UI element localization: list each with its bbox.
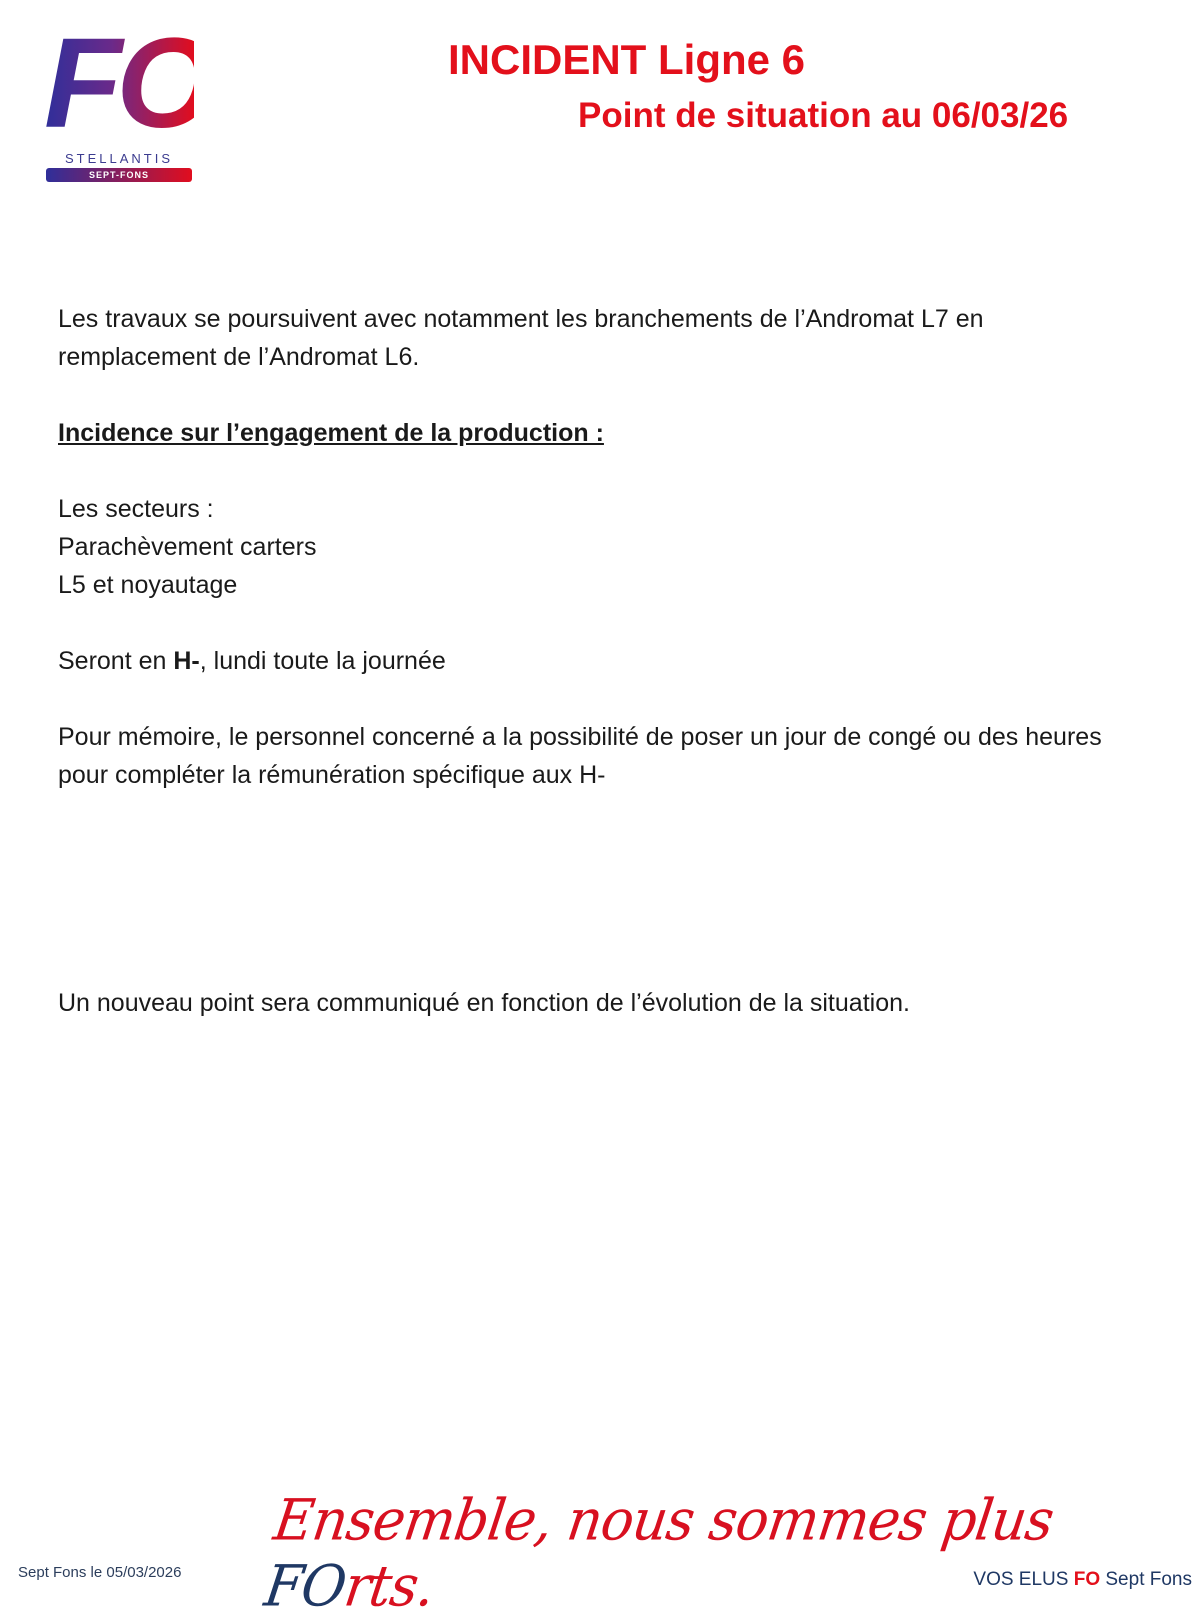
page-subtitle: Point de situation au 06/03/26 [578,96,1069,135]
sectors-intro: Les secteurs : [58,495,214,523]
elus-suffix: Sept Fons [1100,1569,1192,1590]
footer-elus [973,1569,1192,1591]
logo-stellantis: STELLANTIS [64,151,174,166]
sector-item: Parachèvement carters [58,533,317,561]
slogan-start: Ensemble, nous sommes plus [270,1486,1058,1553]
seront-bold: H- [173,647,200,675]
logo-sept-fons: SEPT-FONS [46,168,192,182]
paragraph-final: Un nouveau point sera communiqué en fonction de l’évolution de la situation. [58,989,910,1017]
page-title: INCIDENT Ligne 6 [448,36,806,83]
document-body [58,300,1148,1022]
paragraph-memoire: Pour mémoire, le personnel concerné a la possibilité de poser un jour de congé ou des heures pour compléter la rémunération spécifique aux H- [58,723,1102,789]
footer-date: Sept Fons le 05/03/2026 [18,1564,182,1581]
seront-suffix: , lundi toute la journée [199,647,446,675]
elus-fo: FO [1073,1569,1101,1590]
section-heading: Incidence sur l’engagement de la production : [58,419,604,447]
elus-prefix: VOS ELUS [973,1569,1074,1590]
paragraph-seront [58,642,1148,680]
slogan [261,1487,1200,1619]
logo-fo: FO [44,12,210,155]
paragraph-travaux: Les travaux se poursuivent avec notamment les branchements de l’Andromat L7 en remplacement de l’Andromat L6. [58,305,984,371]
slogan-fo: FO [260,1553,350,1619]
slogan-end: rts. [340,1553,439,1619]
fo-stellantis-logo [44,12,210,182]
seront-prefix: Seront en [58,647,174,675]
sector-item: L5 et noyautage [58,571,238,599]
